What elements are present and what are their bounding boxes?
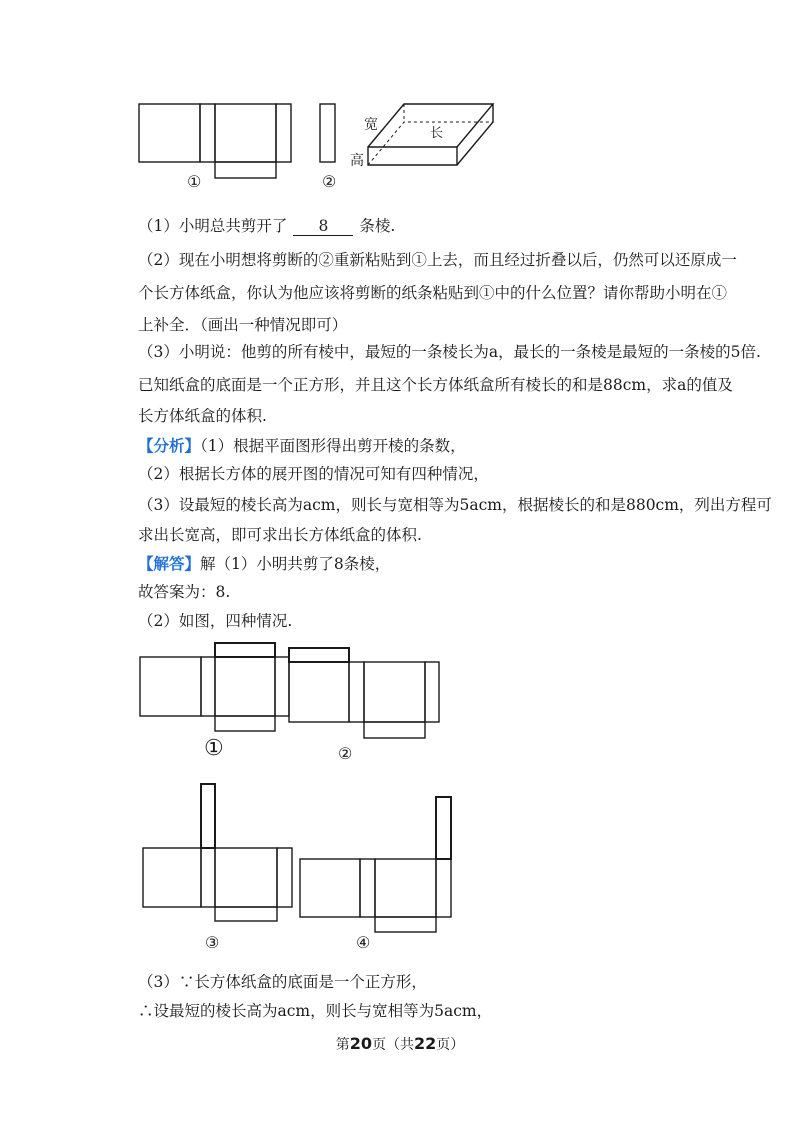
analysis-line-2: （2）根据长方体的展开图的情况可知有四种情况， — [138, 465, 489, 483]
box-length-label: 长 — [430, 126, 444, 141]
strip2-label: ② — [322, 172, 337, 191]
fig1-label: ① — [204, 736, 224, 761]
q2-line-2: 个长方体纸盒，你认为他应该将剪断的纸条粘贴到①中的什么位置？请你帮助小明在① — [138, 284, 728, 302]
analysis-tag: 【分析】 — [138, 436, 201, 455]
footer-suffix: 页） — [436, 1037, 465, 1053]
net4-solution — [300, 797, 451, 932]
analysis-line-3: （3）设最短的棱长高为acm，则长与宽相等为5acm，根据棱长的和是880cm，列出方程可 — [138, 496, 772, 514]
box-width-label: 宽 — [364, 117, 378, 133]
solution-line-4: （3）∵长方体纸盒的底面是一个正方形， — [138, 973, 427, 991]
solution-line-3: （2）如图，四种情况. — [138, 612, 293, 630]
q1-suffix: 条棱. — [359, 217, 396, 235]
box-height-label: 高 — [350, 153, 364, 169]
analysis-line-4: 求出长宽高，即可求出长方体纸盒的体积. — [138, 526, 422, 544]
footer-prefix: 第 — [335, 1037, 350, 1053]
net1-label: ① — [187, 172, 202, 191]
fig2-label: ② — [338, 744, 353, 763]
q3-line-1: （3）小明说：他剪的所有棱中，最短的一条棱长为a，最长的一条棱是最短的一条棱的5倍. — [138, 343, 761, 361]
analysis-text-1: （1）根据平面图形得出剪开棱的条数， — [200, 437, 466, 455]
footer-middle: 页（共 — [372, 1037, 414, 1053]
solution-text-1: 解（1）小明共剪了8条棱， — [200, 555, 391, 573]
q1-answer-blank: 8 — [293, 217, 353, 236]
footer-page-number: 20 — [349, 1034, 372, 1053]
solution-line-5: ∴设最短的棱长高为acm，则长与宽相等为5acm， — [138, 1002, 493, 1020]
net1-solution — [140, 643, 289, 731]
q1-prefix: （1）小明总共剪开了 — [138, 217, 288, 235]
fig3-label: ③ — [205, 933, 220, 952]
fig4-label: ④ — [356, 933, 371, 952]
solution-tag: 【解答】 — [138, 554, 201, 573]
net2-solution — [289, 648, 439, 738]
q2-line-1: （2）现在小明想将剪断的②重新粘贴到①上去，而且经过折叠以后，仍然可以还原成一 — [138, 251, 737, 269]
footer-total-pages: 22 — [414, 1034, 437, 1053]
page-footer — [0, 1034, 800, 1054]
solution-line-2: 故答案为：8. — [138, 583, 231, 601]
q3-line-3: 长方体纸盒的体积. — [138, 407, 267, 425]
q3-line-2: 已知纸盒的底面是一个正方形，并且这个长方体纸盒所有棱长的和是88cm，求a的值及 — [138, 376, 733, 394]
q2-line-3: 上补全．（画出一种情况即可） — [138, 316, 348, 334]
net3-solution — [143, 784, 292, 921]
